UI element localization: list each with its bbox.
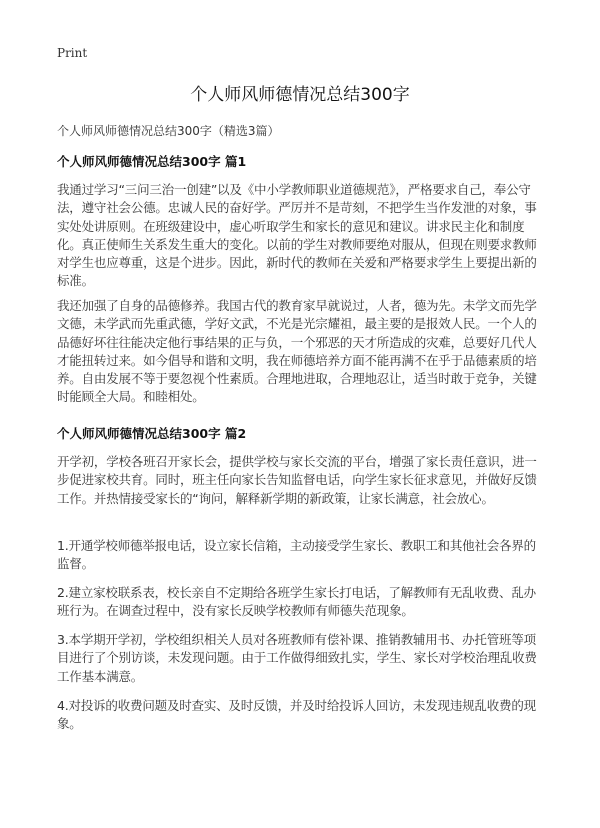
section-1-paragraph-1: 我通过学习“三问三治一创建”以及《中小学教师职业道德规范》，严格要求自己，奉公守法，遵守社会公德。忠诚人民的奋好学。严厉并不是苛刻，不把学生当作发泄的对象，事实处处讲原则。在班级建设中，虚心听取学生和家长的意见和建议。讲求民主化和制度化。真正使师生关系发生重大的变化。以前的学生对教师要绝对服从，但现在则要求教师对学生也应尊重，这是个进步。因此，新时代的教师在关爱和严格要求学生上要提出新的标准。	[57, 182, 537, 289]
print-link[interactable]: Print	[57, 46, 88, 60]
section-2-item-3: 3.本学期开学初，学校组织相关人员对各班教师有偿补课、推销教辅用书、办托管班等项目进行了个别访谈，未发现问题。由于工作做得细致扎实，学生、家长对学校治理乱收费工作基本满意。	[57, 632, 537, 684]
section-2-heading: 个人师风师德情况总结300字 篇2	[57, 426, 247, 441]
section-2-paragraph-1: 开学初，学校各班召开家长会，提供学校与家长交流的平台，增强了家长责任意识，进一步促进家校共育。同时，班主任向家长告知监督电话，向学生家长征求意见，并做好反馈工作。并热情接受家长的“询问，解释新学期的新政策，让家长满意，社会放心。	[57, 454, 537, 506]
subtitle: 个人师风师德情况总结300字（精选3篇）	[57, 124, 280, 138]
section-2-item-2: 2.建立家校联系表，校长亲自不定期给各班学生家长打电话，了解教师有无乱收费、乱办班行为。在调查过程中，没有家长反映学校教师有师德失范现象。	[57, 585, 536, 619]
section-2-item-4: 4.对投诉的收费问题及时查实、及时反馈，并及时给投诉人回访，未发现违规乱收费的现象。	[57, 698, 536, 732]
section-1-heading: 个人师风师德情况总结300字 篇1	[57, 154, 247, 169]
section-1-paragraph-2: 我还加强了自身的品德修养。我国古代的教育家早就说过，人者，德为先。未学文而先学文德，未学武而先重武德，学好文武，不光是光宗耀祖，最主要的是报效人民。一个人的品德好坏往往能决定他行事结果的正与负，一个邪恶的天才所造成的灾难，总要好几代人才能扭转过来。如今倡导和谐和文明，我在师德培养方面不能再满不在乎于品德素质的培养。自由发展不等于要忽视个性素质。合理地进取，合理地忍让，适当时敢于竞争，关键时能顾全大局。和睦相处。	[57, 298, 537, 405]
section-2-item-1: 1.开通学校师德举报电话，设立家长信箱，主动接受学生家长、教职工和其他社会各界的监督。	[57, 538, 536, 572]
page-title: 个人师风师德情况总结300字	[190, 85, 410, 105]
